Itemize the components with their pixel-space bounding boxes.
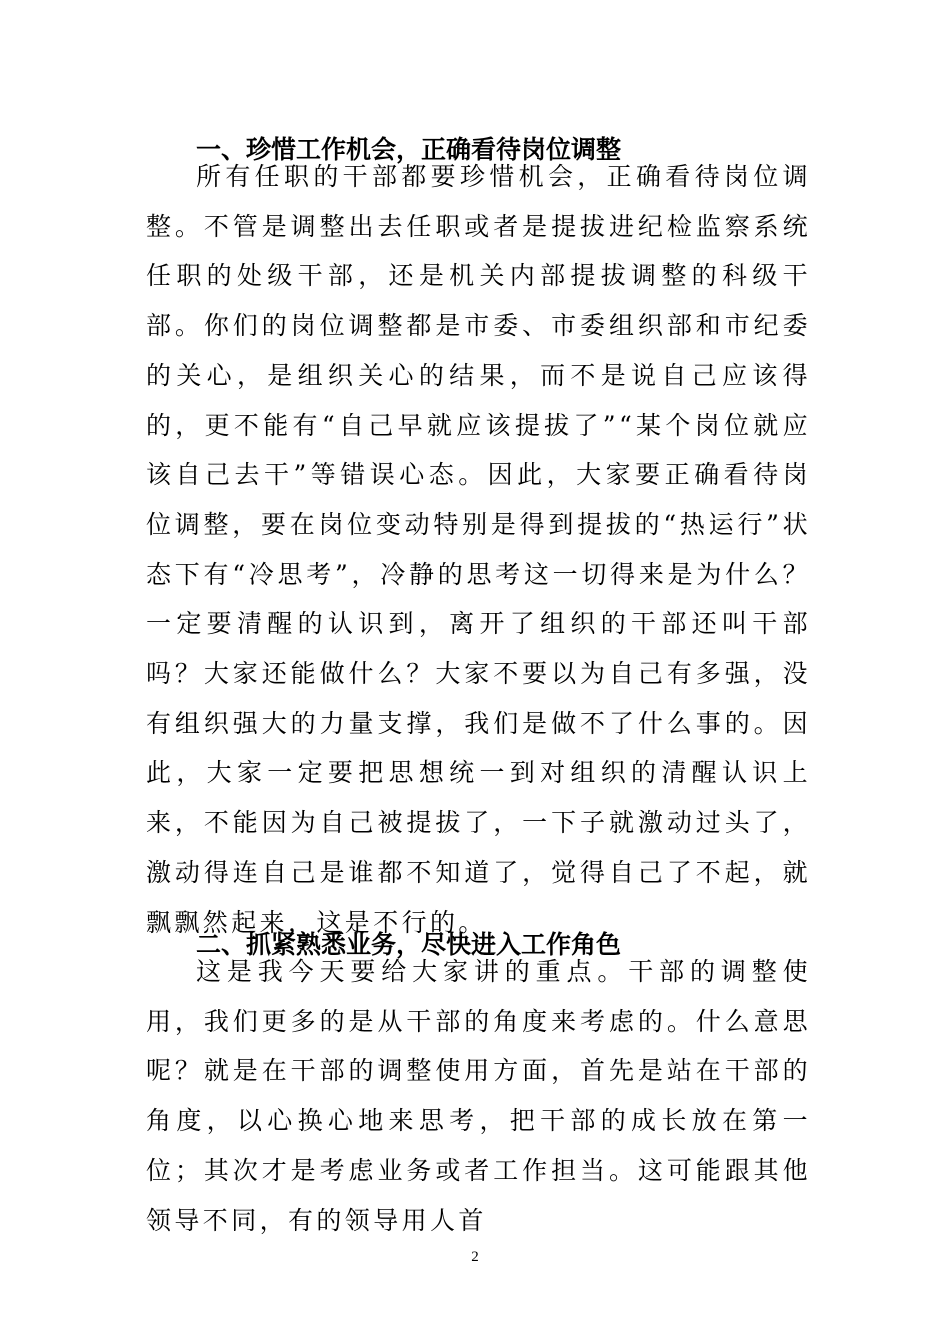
section-2-paragraph: 这是我今天要给大家讲的重点。干部的调整使用，我们更多的是从干部的角度来考虑的。什么意思呢？就是在干部的调整使用方面，首先是站在干部的角度，以心换心地来思考，把干部的成长放在第一位；其次才是考虑业务或者工作担当。这可能跟其他领导不同，有的领导用人首 (146, 957, 811, 1235)
section-1-paragraph: 所有任职的干部都要珍惜机会，正确看待岗位调整。不管是调整出去任职或者是提拔进纪检监察系统任职的处级干部，还是机关内部提拔调整的科级干部。你们的岗位调整都是市委、市委组织部和市纪委的关心，是组织关心的结果，而不是说自己应该得的，更不能有“自己早就应该提拔了”“某个岗位就应该自己去干”等错误心态。因此，大家要正确看待岗位调整，要在岗位变动特别是得到提拔的“热运行”状态下有“冷思考”，冷静的思考这一切得来是为什么？一定要清醒的认识到，离开了组织的干部还叫干部吗？大家还能做什么？大家不要以为自己有多强，没有组织强大的力量支撑，我们是做不了什么事的。因此，大家一定要把思想统一到对组织的清醒认识上来，不能因为自己被提拔了，一下子就激动过头了，激动得连自己是谁都不知道了，觉得自己了不起，就飘飘然起来，这是不行的。 (146, 162, 811, 937)
page-number: 2 (471, 1249, 479, 1265)
section-1-heading: 一、珍惜工作机会，正确看待岗位调整 (196, 135, 622, 164)
section-2-heading: 二、抓紧熟悉业务，尽快进入工作角色 (196, 930, 622, 959)
